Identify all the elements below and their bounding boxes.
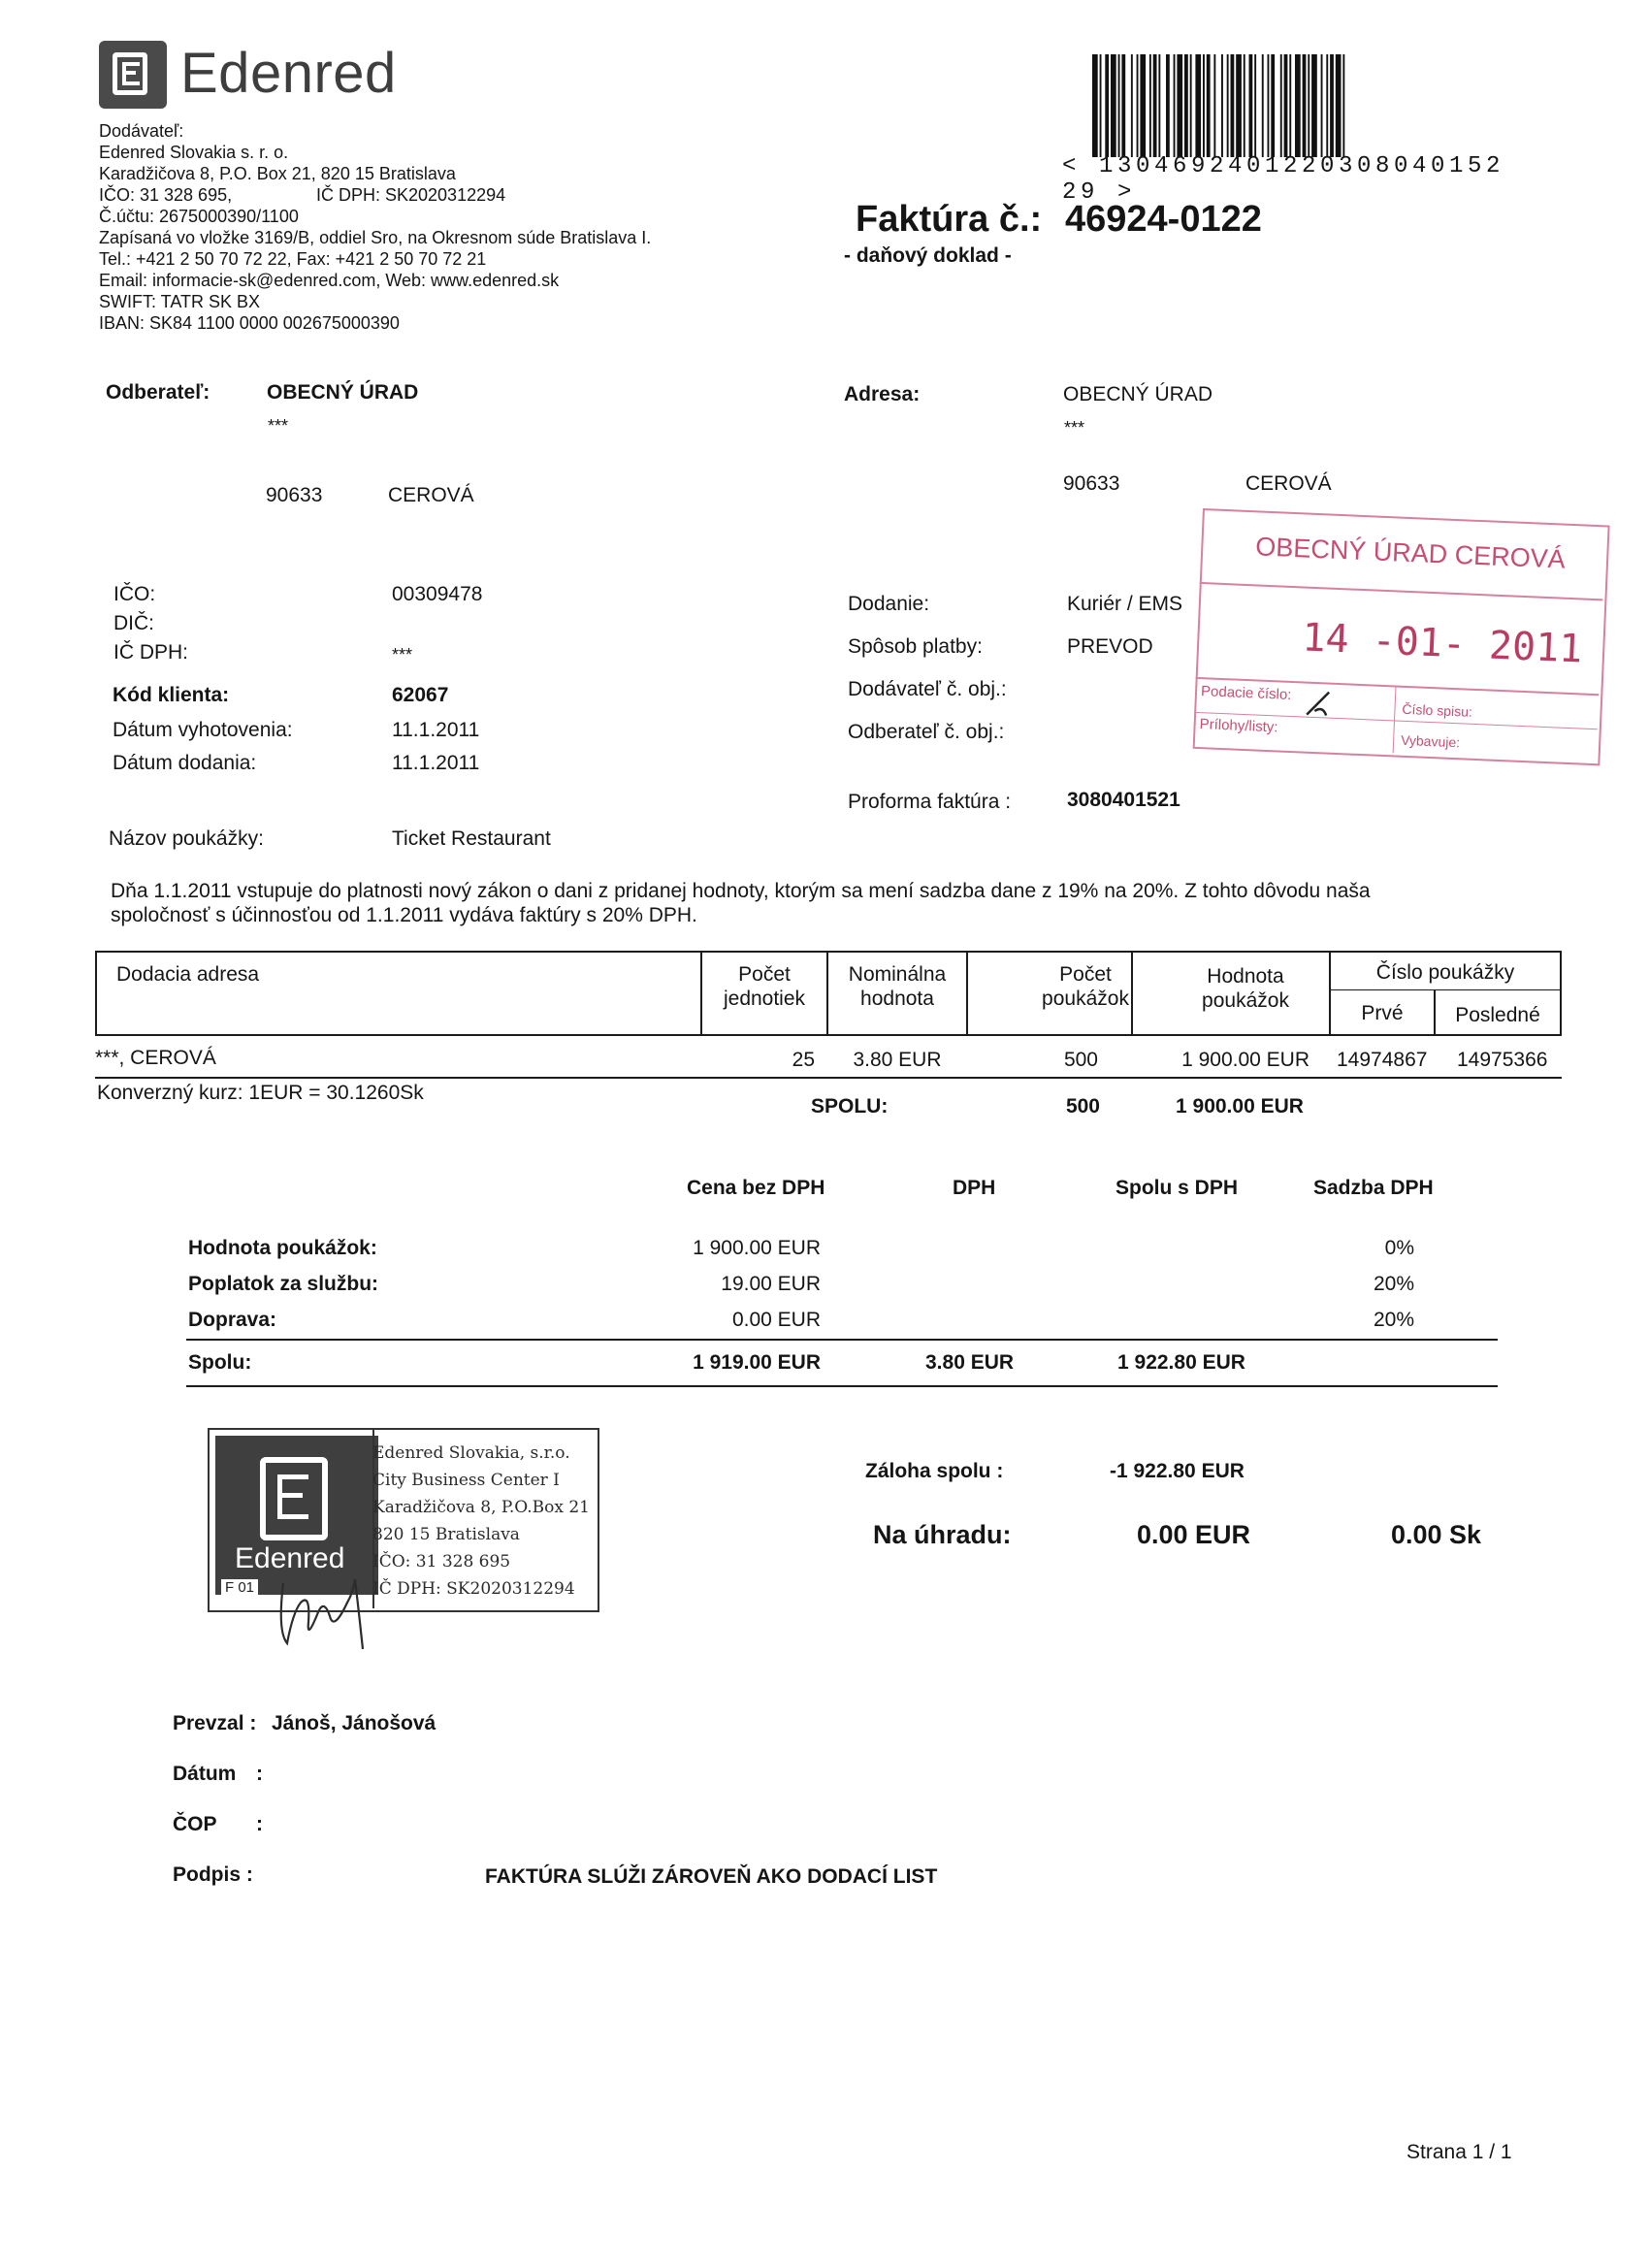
- invoice-title: Faktúra č.:: [856, 199, 1043, 240]
- detail-label-vat: IČ DPH:: [113, 641, 189, 664]
- brand-name: Edenred: [180, 42, 397, 105]
- vat-notice: [111, 879, 1527, 927]
- customer-line2: ***: [268, 416, 289, 436]
- supplier-block: [99, 120, 778, 334]
- summary-row-label: Hodnota poukážok:: [188, 1237, 377, 1259]
- total-count: 500: [1065, 1095, 1100, 1118]
- stamp-field-file-number: Číslo spisu:: [1402, 700, 1473, 720]
- seal-line: Karadžičova 8, P.O.Box 21: [372, 1498, 590, 1517]
- receipt-value-received-by: Jánoš, Jánošová: [272, 1712, 436, 1734]
- supplier-line: [99, 184, 778, 206]
- col-header-count-line1: Počet: [1059, 963, 1112, 986]
- received-stamp: [1192, 508, 1619, 772]
- col-header-nominal: [828, 962, 966, 1011]
- seal-text: [372, 1440, 590, 1603]
- delivery-note-statement: FAKTÚRA SLÚŽI ZÁROVEŇ AKO DODACÍ LIST: [485, 1865, 938, 1888]
- row-value: 1 900.00 EUR: [1181, 1049, 1310, 1071]
- detail-value-delivery-date: 11.1.2011: [392, 752, 480, 774]
- address-zip: 90633: [1063, 472, 1120, 495]
- col-header-first: Prvé: [1361, 1002, 1404, 1024]
- col-header-units-line2: jednotiek: [723, 988, 806, 1010]
- supplier-line: Tel.: +421 2 50 70 72 22, Fax: +421 2 50 70 72 21: [99, 249, 487, 269]
- detail-value-client-code: 62067: [392, 684, 449, 706]
- col-header-value: [1133, 964, 1358, 1013]
- seal-line: IČO: 31 328 695: [372, 1552, 511, 1571]
- seal-line: 820 15 Bratislava: [372, 1525, 520, 1544]
- summary-row-base: 0.00 EUR: [731, 1309, 821, 1331]
- right-label-payment: Spôsob platby:: [848, 635, 983, 658]
- summary-header-sum: Spolu s DPH: [1116, 1177, 1239, 1199]
- supplier-vat-id: IČ DPH: SK2020312294: [316, 185, 506, 205]
- right-label-supplier-order: Dodávateľ č. obj.:: [848, 678, 1007, 700]
- customer-city: CEROVÁ: [388, 484, 474, 506]
- right-value-delivery: Kuriér / EMS: [1067, 593, 1183, 615]
- customer-zip: 90633: [266, 484, 323, 506]
- col-header-units: [702, 962, 826, 1011]
- advance-value: -1 922.80 EUR: [1110, 1460, 1245, 1482]
- seal-brand: Edenred: [235, 1542, 345, 1574]
- row-units: 25: [792, 1049, 815, 1071]
- stamp-field-filing-number: Podacie číslo:: [1200, 683, 1292, 703]
- supplier-ico: IČO: 31 328 695,: [99, 185, 233, 205]
- page-number: Strana 1 / 1: [1406, 2141, 1512, 2163]
- receipt-colon-cop: :: [256, 1813, 263, 1835]
- supplier-line: Č.účtu: 2675000390/1100: [99, 207, 299, 226]
- summary-row-rate: 20%: [1373, 1309, 1414, 1331]
- receipt-label-signature: Podpis :: [173, 1863, 253, 1886]
- receipt-label-received-by: Prevzal :: [173, 1712, 257, 1734]
- total-value: 1 900.00 EUR: [1176, 1095, 1304, 1118]
- summary-header-base: Cena bez DPH: [687, 1177, 825, 1199]
- receipt-label-date: Dátum: [173, 1763, 237, 1785]
- proforma-label: Proforma faktúra :: [848, 791, 1012, 813]
- customer-label: Odberateľ:: [106, 381, 210, 404]
- address-label: Adresa:: [844, 383, 921, 405]
- vat-notice-line: spoločnosť s účinnosťou od 1.1.2011 vydáva faktúry s 20% DPH.: [111, 904, 697, 926]
- summary-total-vat: 3.80 EUR: [925, 1351, 1015, 1374]
- summary-row-label: Doprava:: [188, 1309, 277, 1331]
- supplier-line: Karadžičova 8, P.O. Box 21, 820 15 Bratislava: [99, 164, 456, 183]
- summary-row-rate: 0%: [1384, 1237, 1414, 1259]
- voucher-name-label: Názov poukážky:: [109, 827, 264, 850]
- invoice-subtitle: - daňový doklad -: [844, 244, 1012, 267]
- supplier-line: IBAN: SK84 1100 0000 002675000390: [99, 313, 400, 333]
- detail-value-ico: 00309478: [392, 583, 483, 605]
- stamp-title: OBECNÝ ÚRAD CEROVÁ: [1254, 532, 1567, 574]
- detail-label-delivery-date: Dátum dodania:: [113, 752, 257, 774]
- detail-label-ico: IČO:: [113, 583, 156, 605]
- receipt-label-cop: ČOP: [173, 1813, 217, 1835]
- right-value-payment: PREVOD: [1067, 635, 1153, 658]
- col-header-count-line2: poukážok: [1042, 988, 1129, 1010]
- supplier-line: Email: informacie-sk@edenred.com, Web: www.edenred.sk: [99, 271, 560, 290]
- col-header-nominal-line2: hodnota: [860, 988, 934, 1010]
- col-header-address: Dodacia adresa: [116, 963, 260, 986]
- edenred-logo-icon: [99, 41, 167, 109]
- vat-notice-line: Dňa 1.1.2011 vstupuje do platnosti nový zákon o dani z pridanej hodnoty, ktorým sa mení sadzba dane z 19% na 20%. Z tohto dôvodu naša: [111, 880, 1371, 902]
- summary-row-label: Poplatok za službu:: [188, 1273, 379, 1295]
- right-label-customer-order: Odberateľ č. obj.:: [848, 721, 1005, 743]
- supplier-line: Edenred Slovakia s. r. o.: [99, 143, 289, 162]
- summary-row-rate: 20%: [1373, 1273, 1414, 1295]
- total-label: SPOLU:: [811, 1095, 889, 1118]
- detail-label-issue-date: Dátum vyhotovenia:: [113, 719, 293, 741]
- right-label-delivery: Dodanie:: [848, 593, 930, 615]
- seal-code: F 01: [221, 1579, 258, 1596]
- company-seal: [208, 1428, 599, 1612]
- address-city: CEROVÁ: [1245, 472, 1332, 495]
- row-nominal: 3.80 EUR: [853, 1049, 942, 1071]
- barcode: [1092, 54, 1531, 157]
- summary-total-label: Spolu:: [188, 1351, 252, 1374]
- detail-value-issue-date: 11.1.2011: [392, 719, 480, 741]
- stamp-handwritten-mark: [1301, 685, 1342, 726]
- supplier-line: Zapísaná vo vložke 3169/B, oddiel Sro, na Okresnom súde Bratislava I.: [99, 228, 652, 247]
- summary-row-base: 1 900.00 EUR: [693, 1237, 821, 1259]
- col-header-voucher-number: Číslo poukážky: [1375, 961, 1515, 984]
- summary-total-base: 1 919.00 EUR: [693, 1351, 821, 1374]
- stamp-field-handled-by: Vybavuje:: [1400, 731, 1461, 751]
- row-first: 14974867: [1337, 1049, 1428, 1071]
- proforma-value: 3080401521: [1067, 789, 1180, 811]
- invoice-number: 46924-0122: [1065, 199, 1262, 240]
- col-header-value-line2: poukážok: [1202, 989, 1289, 1012]
- stamp-date: 14 -01- 2011: [1301, 615, 1584, 672]
- row-count: 500: [1063, 1049, 1098, 1071]
- col-header-value-line1: Hodnota: [1207, 965, 1284, 988]
- detail-label-client-code: Kód klienta:: [113, 684, 230, 706]
- receipt-colon-date: :: [256, 1763, 263, 1785]
- detail-value-vat: ***: [392, 645, 413, 664]
- due-label: Na úhradu:: [873, 1520, 1012, 1549]
- seal-line: City Business Center I: [372, 1471, 560, 1490]
- summary-row-base: 19.00 EUR: [721, 1273, 821, 1295]
- summary-header-rate: Sadzba DPH: [1313, 1177, 1434, 1199]
- summary-header-vat: DPH: [953, 1177, 996, 1199]
- seal-line: IČ DPH: SK2020312294: [372, 1579, 575, 1599]
- col-header-last: Posledné: [1455, 1004, 1540, 1026]
- address-line2: ***: [1064, 418, 1085, 437]
- col-header-nominal-line1: Nominálna: [848, 963, 947, 986]
- customer-name: OBECNÝ ÚRAD: [267, 381, 419, 404]
- due-sk: 0.00 Sk: [1391, 1520, 1482, 1549]
- row-last: 14975366: [1457, 1049, 1548, 1071]
- row-address: ***, CEROVÁ: [95, 1047, 216, 1069]
- signature: [266, 1573, 402, 1651]
- supplier-line: SWIFT: TATR SK BX: [99, 292, 261, 311]
- supplier-line: Dodávateľ:: [99, 121, 184, 141]
- conversion-rate: Konverzný kurz: 1EUR = 30.1260Sk: [97, 1082, 424, 1104]
- voucher-name-value: Ticket Restaurant: [392, 827, 551, 850]
- stamp-field-attachments: Prílohy/listy:: [1199, 716, 1278, 736]
- summary-total-sum: 1 922.80 EUR: [1117, 1351, 1245, 1374]
- detail-label-dic: DIČ:: [113, 612, 154, 634]
- due-eur: 0.00 EUR: [1137, 1520, 1251, 1549]
- advance-label: Záloha spolu :: [865, 1460, 1004, 1482]
- barcode-number: < 1304692401220308040152 29 >: [1062, 153, 1505, 206]
- seal-line: Edenred Slovakia, s.r.o.: [372, 1443, 570, 1463]
- address-name: OBECNÝ ÚRAD: [1063, 383, 1213, 405]
- col-header-units-line1: Počet: [738, 963, 791, 986]
